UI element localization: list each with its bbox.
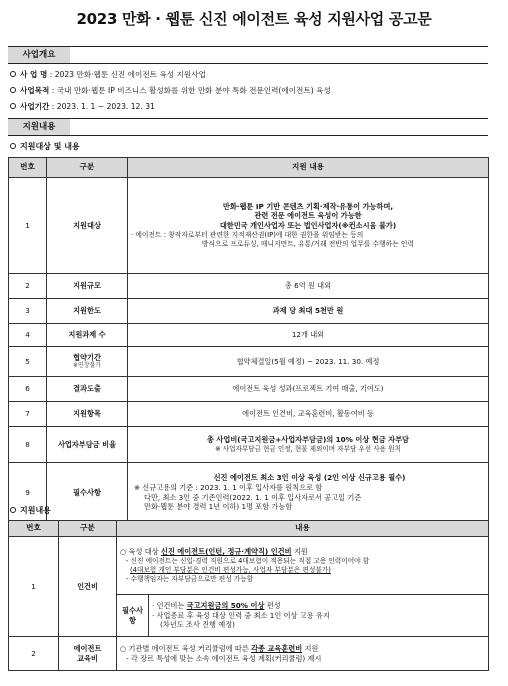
- section-label-support: 지원내용: [8, 119, 70, 135]
- table-header-row: [9, 158, 489, 178]
- bullet-circle-icon: [10, 143, 16, 149]
- table-row: 9 필수사항 신진 에이전트 최소 3인 이상 육성 (2인 이상 신규고용 필수) ※ 신규고용의 기준 : 2023. 1. 1 이후 입사자를 원칙으로 함 다만, 최소 3인 중 기존인력(2022. 1. 1 이후 입사자로서 공고일 기준 만화·웹툰 분야 경력 1년 이하) 1명 포함 가능함: [9, 463, 489, 523]
- bullet-circle-icon: [10, 71, 16, 77]
- table-row: 2 지원규모 총 6억 원 내외: [9, 274, 489, 299]
- table-row: 필수사항 · 인건비는 국고지원금의 50% 이상 편성 · 사업종료 후 육성 대상 인력 중 최소 1인 이상 고용 유지 (차년도 조사 진행 예정): [9, 595, 489, 637]
- subsection-title-content: 지원내용: [10, 505, 51, 516]
- section-label-overview: 사업개요: [8, 47, 70, 63]
- bullet-circle-icon: [10, 507, 16, 513]
- section-bar-support: [8, 118, 488, 136]
- table-row: 1 지원대상 만화·웹툰 IP 기반 콘텐츠 기획·제작·유통이 가능하며, 관련 전문 에이전트 육성이 가능한 대한민국 개인사업자 또는 법인사업자(※컨소시움 불가) · 에이전트 : 창작자로부터 관련한 지적재산권(IP)에 대한 권한을 위임받는 등의 방식으로 프로듀싱, 매니지먼트, 유통/거래 전반의 업무를 수행하는 인력: [9, 178, 489, 274]
- table-row: 1 인건비 ○ 육성 대상 신진 에이전트(인턴, 정규·계약직) 인건비 지원 - 신진 에이전트는 신입·경력 직원으로 4대보험이 적용되는 직접 고용 인력이어야 함 (4대보험 개인 부담분은 인건비 편성가능, 사업자 부담분은 편성불가) - 수행책임자는 자부담금으로만 편성 가능함: [9, 537, 489, 595]
- table-row: 8 사업자부담금 비율 총 사업비(국고지원금+사업자부담금)의 10% 이상 현금 자부담 ※ 사업자부담금 현금 인정, 현물 제외이며 자부담 우선 사용 원칙: [9, 427, 489, 463]
- overview-item-period: 사업기간 : 2023. 1. 1 ~ 2023. 12. 31: [10, 101, 155, 112]
- bullet-circle-icon: [10, 87, 16, 93]
- section-bar-overview: [8, 46, 488, 64]
- table-row: 7 지원항목 에이전트 인건비, 교육훈련비, 활동여비 등: [9, 402, 489, 427]
- table-row: 5 협약기간 ※연장불가 협약체결일(5월 예정) ~ 2023. 11. 30. 예정: [9, 347, 489, 377]
- table-row: 2 에이전트 교육비 ○ 기관별 에이전트 육성 커리큘럼에 따른 각종 교육훈련비 지원 - 각 장르 특성에 맞는 소속 에이전트 육성 계획(커리큘럼) 제시: [9, 637, 489, 671]
- overview-item-name: 사 업 명 : 2023 만화·웹툰 신진 에이전트 육성 지원사업: [10, 69, 206, 80]
- table-row: 3 지원한도 과제 당 최대 5천만 원: [9, 299, 489, 324]
- table-row: 4 지원과제 수 12개 내외: [9, 324, 489, 347]
- row-content: 만화·웹툰 IP 기반 콘텐츠 기획·제작·유통이 가능하며, 관련 전문 에이전트 육성이 가능한 대한민국 개인사업자 또는 법인사업자(※컨소시움 불가) · 에이전트 : 창작자로부터 관련한 지적재산권(IP)에 대한 권한을 위임받는 등의 방식으로 프로듀싱, 매니지먼트, 유통/거래 전반의 업무를 수행하는 인력: [128, 178, 489, 274]
- header-content: 지원 내용: [128, 158, 489, 178]
- header-category: 구분: [47, 158, 128, 178]
- page-title: 2023 만화 · 웹툰 신진 에이전트 육성 지원사업 공고문: [76, 10, 432, 28]
- bullet-circle-icon: [10, 103, 16, 109]
- support-targets-table: [8, 157, 489, 523]
- table-header-row: 번호 구분 내용: [9, 521, 489, 537]
- subsection-title-targets: 지원대상 및 내용: [10, 141, 80, 152]
- support-content-table: [8, 520, 489, 671]
- header-number: 번호: [9, 158, 47, 178]
- table-row: 6 결과도출 에이전트 육성 성과(프로젝트 기여 매출, 기여도): [9, 377, 489, 402]
- overview-item-purpose: 사업목적 : 국내 만화·웹툰 IP 비즈니스 활성화를 위한 만화 분야 특화 전문인력(에이전트) 육성: [10, 85, 331, 96]
